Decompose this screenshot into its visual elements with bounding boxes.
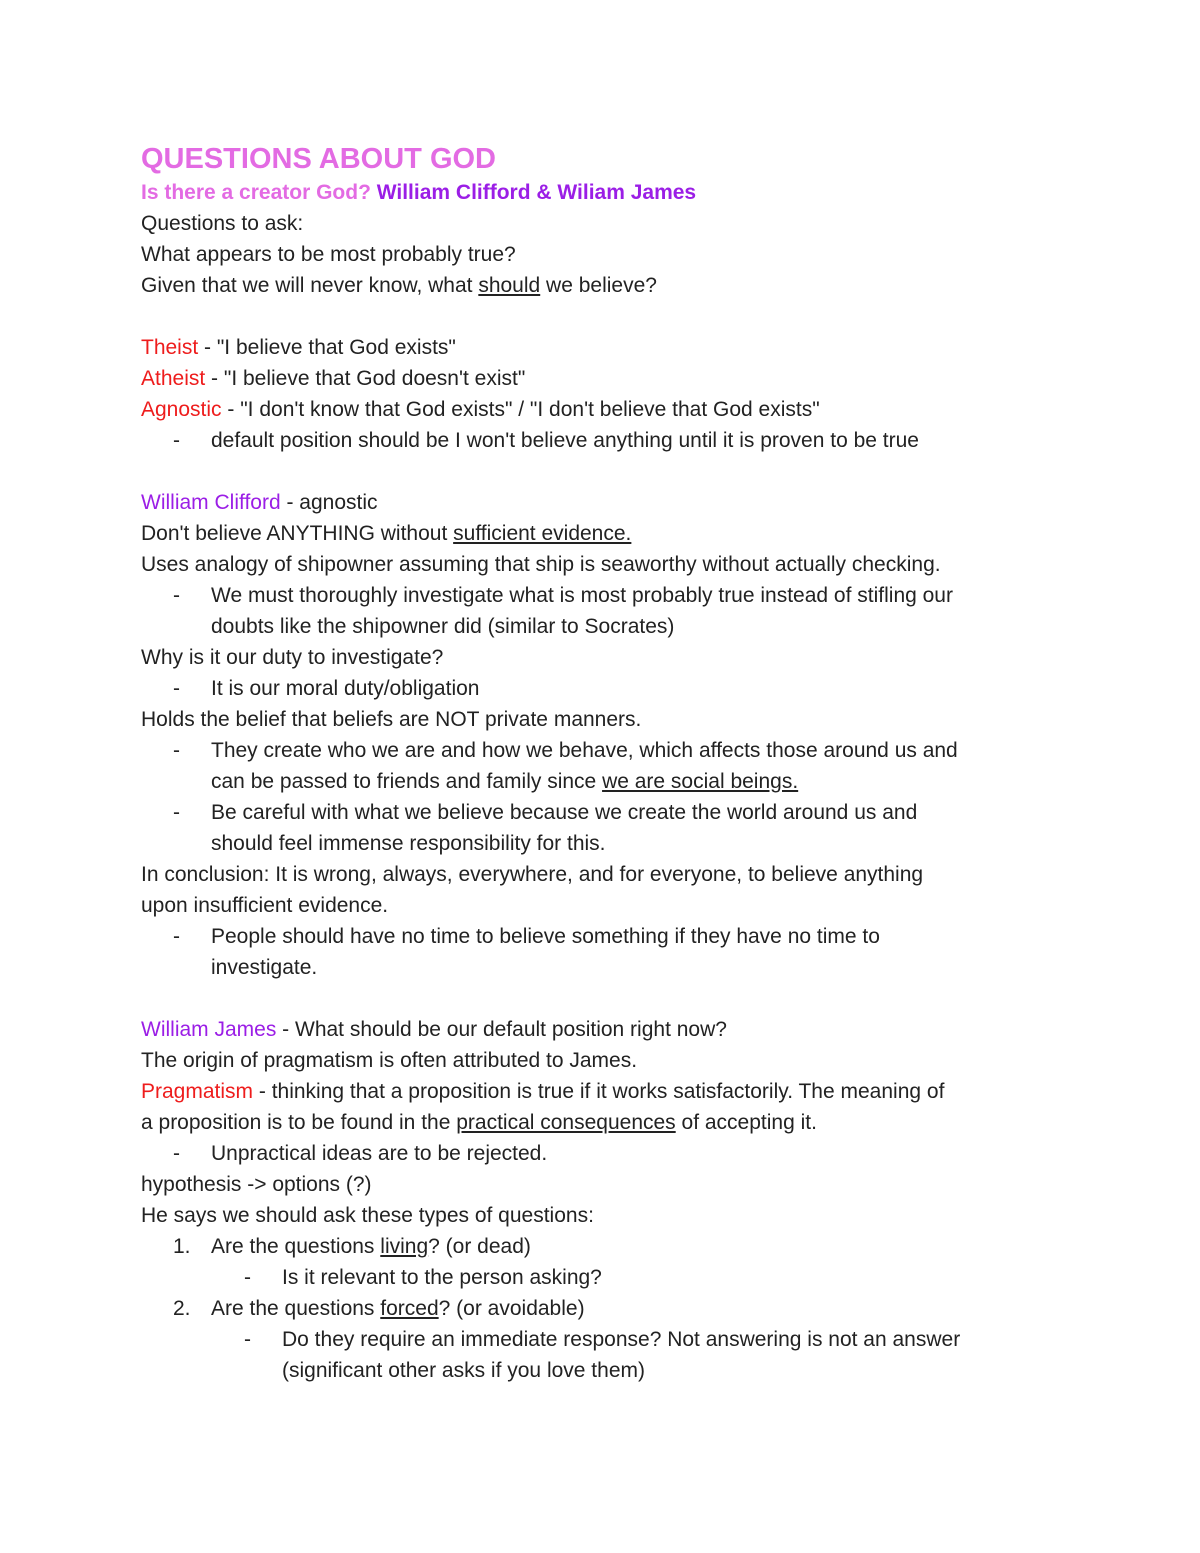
definition-pragmatism: Pragmatism - thinking that a proposition is true if it works satisfactorily. The meaning of a proposition is to be found in the practical consequences of accepting it. [141,1080,945,1134]
paragraph-line: hypothesis -> options (?) [141,1173,372,1196]
paragraph-line: In conclusion: It is wrong, always, everywhere, and for everyone, to believe anything upon insufficient evidence. [141,863,924,917]
section-heading-james: William James - What should be our default position right now? [141,1018,727,1041]
subtitle-question: Is there a creator God? [141,181,371,204]
page-subtitle [141,177,1061,208]
paragraph-line: The origin of pragmatism is often attributed to James. [141,1049,638,1072]
paragraph-line: Uses analogy of shipowner assuming that ship is seaworthy without actually checking. [141,553,941,576]
subtitle-names: William Clifford & Wiliam James [376,181,697,204]
definition-theist: Theist - "I believe that God exists" [141,336,456,359]
intro-line: Given that we will never know, what should we believe? [141,274,657,297]
sub-list-item: - Is it relevant to the person asking? [244,1266,602,1289]
definition-agnostic: Agnostic - "I don't know that God exists" / "I don't believe that God exists" [141,398,820,421]
spacer [141,456,1061,487]
paragraph-line: Don't believe ANYTHING without sufficient evidence. [141,522,632,545]
intro-line: What appears to be most probably true? [141,243,516,266]
page-title: QUESTIONS ABOUT GOD [141,143,496,175]
list-item: - People should have no time to believe something if they have no time to investigate. [173,925,880,979]
spacer [141,301,1061,332]
list-item: - They create who we are and how we behave, which affects those around us and can be passed to friends and family since we are social beings. [173,739,958,793]
sub-list-item: - Do they require an immediate response? Not answering is not an answer (significant other asks if you love them) [244,1328,961,1382]
list-item: - It is our moral duty/obligation [173,677,480,700]
paragraph-line: Holds the belief that beliefs are NOT private manners. [141,708,642,731]
definition-atheist: Atheist - "I believe that God doesn't exist" [141,367,526,390]
numbered-item: 2. Are the questions forced? (or avoidable) [173,1297,585,1320]
intro-line: Questions to ask: [141,212,304,235]
paragraph-line: He says we should ask these types of questions: [141,1204,594,1227]
list-item: - We must thoroughly investigate what is most probably true instead of stifling our doubts like the shipowner did (similar to Socrates) [173,584,953,638]
list-item: - default position should be I won't believe anything until it is proven to be true [173,429,919,452]
list-item: - Be careful with what we believe because we create the world around us and should feel immense responsibility for this. [173,801,918,855]
numbered-item: 1. Are the questions living? (or dead) [173,1235,531,1258]
spacer [141,983,1061,1014]
list-item: - Unpractical ideas are to be rejected. [173,1142,548,1165]
document-page [141,141,1061,1386]
section-heading-clifford: William Clifford - agnostic [141,491,378,514]
paragraph-line: Why is it our duty to investigate? [141,646,444,669]
